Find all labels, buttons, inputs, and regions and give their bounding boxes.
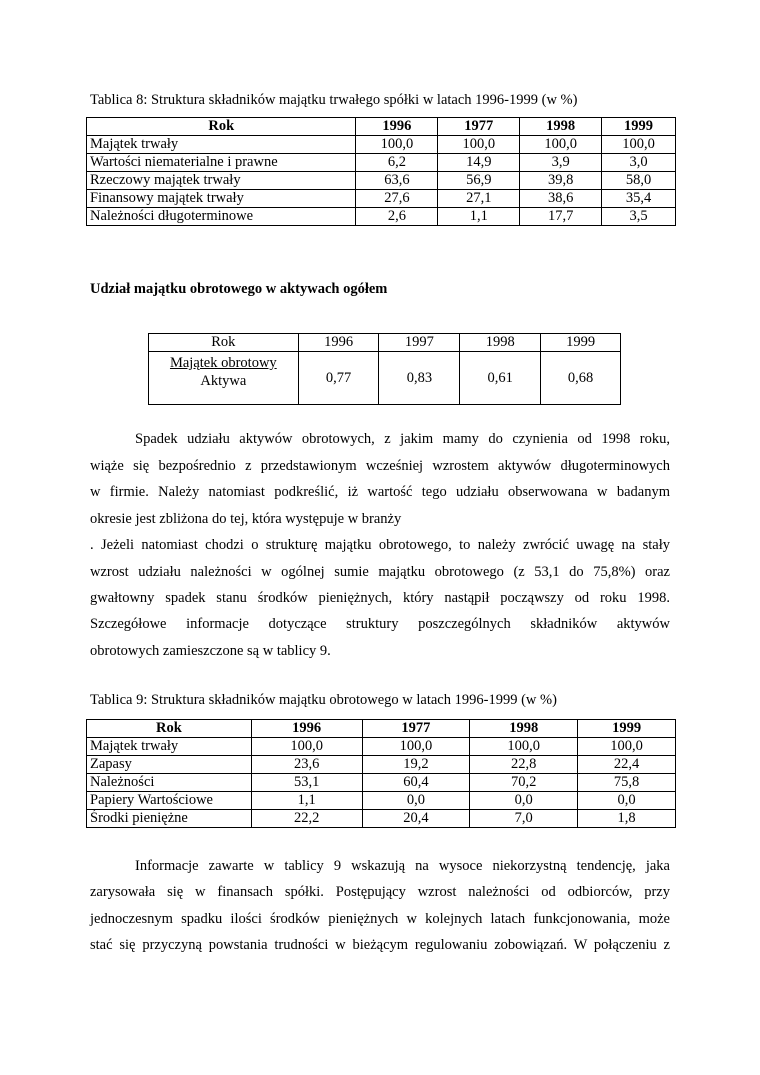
- table-cell: 100,0: [438, 136, 520, 154]
- row-label: Majątek trwały: [87, 738, 252, 756]
- ratio-value: 0,61: [460, 352, 541, 405]
- row-label: Majątek trwały: [87, 136, 356, 154]
- table-cell: 63,6: [356, 172, 438, 190]
- table-cell: 22,4: [578, 756, 676, 774]
- table-cell: 7,0: [470, 810, 578, 828]
- table-cell: 100,0: [578, 738, 676, 756]
- table-cell: 100,0: [602, 136, 676, 154]
- table-cell: 1,8: [578, 810, 676, 828]
- section-heading: Udział majątku obrotowego w aktywach ogółem: [90, 281, 388, 297]
- header-cell: 1999: [602, 118, 676, 136]
- text-line: zarysowała się w finansach spółki. Postępujący wzrost należności od odbiorców, przy: [90, 884, 670, 900]
- table-cell: 17,7: [520, 208, 602, 226]
- text-line: Informacje zawarte w tablicy 9 wskazują na wysoce niekorzystną tendencję, jaka: [135, 858, 670, 874]
- row-label: Wartości niematerialne i prawne: [87, 154, 356, 172]
- header-cell: 1996: [298, 334, 379, 352]
- table-row: [87, 792, 676, 810]
- table-cell: 53,1: [251, 774, 362, 792]
- text-line: wiąże się bezpośrednio z przedstawionym wcześniej wzrostem aktywów długoterminowych: [90, 458, 670, 474]
- table8: [86, 117, 676, 226]
- fraction-denominator: Aktywa: [200, 373, 247, 389]
- table-row: [87, 190, 676, 208]
- table-cell: 70,2: [470, 774, 578, 792]
- table-cell: 3,5: [602, 208, 676, 226]
- text-line: gwałtowny spadek stanu środków pieniężnych, który nastąpił począwszy od roku 1998.: [90, 590, 670, 606]
- ratio-table: [148, 333, 621, 405]
- table-row: [87, 756, 676, 774]
- table-cell: 3,9: [520, 154, 602, 172]
- table-cell: 6,2: [356, 154, 438, 172]
- ratio-value: 0,77: [298, 352, 379, 405]
- table-cell: 35,4: [602, 190, 676, 208]
- row-label: Papiery Wartościowe: [87, 792, 252, 810]
- table-header-row: [87, 118, 676, 136]
- header-cell: 1977: [362, 720, 470, 738]
- text-line: Spadek udziału aktywów obrotowych, z jakim mamy do czynienia od 1998 roku,: [135, 431, 670, 447]
- table-cell: 100,0: [362, 738, 470, 756]
- table-row: [87, 774, 676, 792]
- header-cell: 1999: [578, 720, 676, 738]
- table-cell: 100,0: [520, 136, 602, 154]
- header-cell: 1998: [470, 720, 578, 738]
- table-cell: 0,0: [362, 792, 470, 810]
- row-label: Zapasy: [87, 756, 252, 774]
- table-cell: 20,4: [362, 810, 470, 828]
- table-cell: 60,4: [362, 774, 470, 792]
- table-row: [87, 154, 676, 172]
- table-row: [87, 738, 676, 756]
- ratio-fraction: [149, 352, 299, 405]
- table9-caption: Tablica 9: Struktura składników majątku obrotowego w latach 1996-1999 (w %): [90, 692, 557, 708]
- table-cell: 0,0: [470, 792, 578, 810]
- table-row: [87, 810, 676, 828]
- table-row: [87, 208, 676, 226]
- header-cell: 1977: [438, 118, 520, 136]
- header-cell: 1999: [541, 334, 621, 352]
- table-cell: 22,8: [470, 756, 578, 774]
- table-cell: 39,8: [520, 172, 602, 190]
- table-cell: 3,0: [602, 154, 676, 172]
- text-line: wzrost udziału należności w ogólnej sumie majątku obrotowego (z 53,1 do 75,8%) oraz: [90, 564, 670, 580]
- row-label: Środki pieniężne: [87, 810, 252, 828]
- text-line: stać się przyczyną powstania trudności w bieżącym regulowaniu zobowiązań. W połączeniu z: [90, 937, 670, 953]
- table9: [86, 719, 676, 828]
- table-cell: 14,9: [438, 154, 520, 172]
- table-cell: 1,1: [438, 208, 520, 226]
- row-label: Należności długoterminowe: [87, 208, 356, 226]
- table-cell: 22,2: [251, 810, 362, 828]
- table-cell: 100,0: [470, 738, 578, 756]
- header-cell: Rok: [149, 334, 299, 352]
- table-cell: 19,2: [362, 756, 470, 774]
- table-cell: 58,0: [602, 172, 676, 190]
- text-line: okresie jest zbliżona do tej, która występuje w branży: [90, 511, 402, 527]
- ratio-value: 0,83: [379, 352, 460, 405]
- table-row: [149, 352, 621, 405]
- text-line: jednoczesnym spadku ilości środków pieniężnych w kolejnych latach funkcjonowania, może: [90, 911, 670, 927]
- table-cell: 56,9: [438, 172, 520, 190]
- table-cell: 27,1: [438, 190, 520, 208]
- text-line: Szczegółowe informacje dotyczące struktury poszczególnych składników aktywów: [90, 616, 670, 632]
- table8-caption: Tablica 8: Struktura składników majątku trwałego spółki w latach 1996-1999 (w %): [90, 92, 578, 108]
- header-cell: Rok: [87, 118, 356, 136]
- table-header-row: [87, 720, 676, 738]
- table-cell: 75,8: [578, 774, 676, 792]
- table-row: [87, 136, 676, 154]
- table-cell: 27,6: [356, 190, 438, 208]
- ratio-value: 0,68: [541, 352, 621, 405]
- text-line: obrotowych zamieszczone są w tablicy 9.: [90, 643, 331, 659]
- text-line: . Jeżeli natomiast chodzi o strukturę majątku obrotowego, to należy zwrócić uwagę na stały: [90, 537, 670, 553]
- header-cell: 1998: [460, 334, 541, 352]
- header-cell: Rok: [87, 720, 252, 738]
- table-cell: 0,0: [578, 792, 676, 810]
- header-cell: 1996: [251, 720, 362, 738]
- table-cell: 2,6: [356, 208, 438, 226]
- header-cell: 1996: [356, 118, 438, 136]
- row-label: Należności: [87, 774, 252, 792]
- table-row: [87, 172, 676, 190]
- table-header-row: [149, 334, 621, 352]
- row-label: Finansowy majątek trwały: [87, 190, 356, 208]
- table-cell: 1,1: [251, 792, 362, 810]
- row-label: Rzeczowy majątek trwały: [87, 172, 356, 190]
- table-cell: 100,0: [251, 738, 362, 756]
- table-cell: 100,0: [356, 136, 438, 154]
- fraction-numerator: Majątek obrotowy: [169, 355, 277, 371]
- table-cell: 38,6: [520, 190, 602, 208]
- header-cell: 1998: [520, 118, 602, 136]
- text-line: w firmie. Należy natomiast podkreślić, iż wartość tego udziału obserwowana w badanym: [90, 484, 670, 500]
- header-cell: 1997: [379, 334, 460, 352]
- table-cell: 23,6: [251, 756, 362, 774]
